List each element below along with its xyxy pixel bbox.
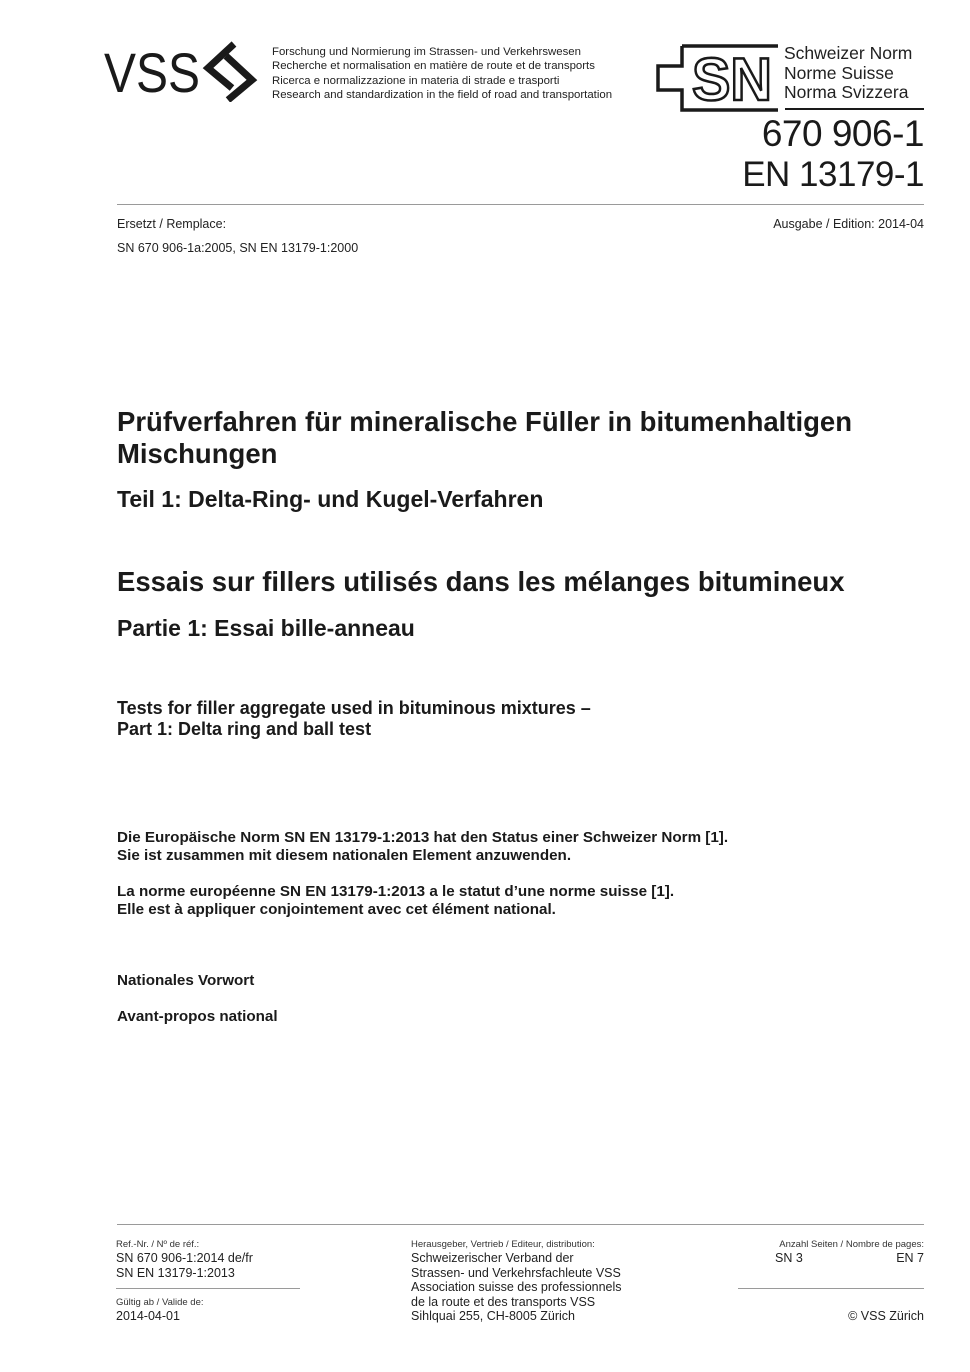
vss-line-it: Ricerca e normalizzazione in materia di strade e trasporti: [272, 74, 560, 87]
replaces-value: SN 670 906-1a:2005, SN EN 13179-1:2000: [117, 241, 359, 255]
sn-logo-mark: SN: [692, 46, 772, 113]
footer-divider: [117, 1224, 924, 1225]
title-english-line1: Tests for filler aggregate used in bituminous mixtures –: [117, 698, 591, 718]
status-fr-line2: Elle est à appliquer conjointement avec cet élément national.: [117, 901, 556, 918]
publisher-label: Herausgeber, Vertrieb / Editeur, distribution:: [411, 1239, 595, 1250]
sn-line-fr: Norme Suisse: [784, 62, 894, 83]
sn-line-it: Norma Svizzera: [784, 82, 909, 102]
foreword-heading-french: Avant-propos national: [117, 1008, 278, 1025]
standard-number: 670 906-1: [761, 113, 924, 154]
subtitle-german: Teil 1: Delta-Ring- und Kugel-Verfahren: [117, 486, 544, 512]
status-statement-french: [117, 883, 674, 919]
valid-from-date: 2014-04-01: [116, 1309, 180, 1323]
title-english: [117, 698, 591, 740]
subtitle-french: Partie 1: Essai bille-anneau: [117, 615, 415, 641]
valid-from-label: Gültig ab / Valide de:: [116, 1297, 204, 1308]
status-fr-line1: La norme européenne SN EN 13179-1:2013 a le statut d’une norme suisse [1].: [117, 883, 675, 900]
vss-logo: [104, 40, 266, 102]
vss-logo-wordmark: VSS: [104, 41, 200, 102]
page-count-sn: SN 3: [775, 1251, 803, 1265]
sn-logo: [656, 44, 780, 114]
publisher-line: Association suisse des professionnels: [411, 1280, 622, 1295]
vss-organisation-lines: [272, 45, 612, 103]
vss-line-en: Research and standardization in the field of road and transportation: [272, 89, 613, 102]
publisher-line: Schweizerischer Verband der: [411, 1251, 574, 1265]
status-de-line1: Die Europäische Norm SN EN 13179-1:2013 hat den Status einer Schweizer Norm [1].: [117, 829, 729, 846]
reference-line2: SN EN 13179-1:2013: [116, 1265, 235, 1280]
header-divider: [117, 204, 924, 205]
copyright: © VSS Zürich: [848, 1309, 924, 1323]
reference-divider: [116, 1288, 300, 1289]
title-german: Prüfverfahren für mineralische Füller in bitumenhaltigen Mischungen: [117, 406, 853, 469]
reference-label: Ref.-Nr. / Nº de réf.:: [116, 1239, 200, 1250]
sn-logo-rule: [785, 108, 924, 110]
title-french: Essais sur fillers utilisés dans les mélanges bitumineux: [117, 566, 845, 597]
reference-values: [116, 1251, 253, 1280]
replaces-label: Ersetzt / Remplace:: [117, 217, 227, 231]
page-count-en: EN 7: [896, 1251, 924, 1265]
status-statement-german: [117, 829, 728, 865]
reference-line1: SN 670 906-1:2014 de/fr: [116, 1251, 253, 1265]
sn-norm-lines: [784, 44, 912, 103]
edition-date: Ausgabe / Edition: 2014-04: [773, 217, 924, 231]
publisher-line: Strassen- und Verkehrsfachleute VSS: [411, 1265, 621, 1280]
vss-line-de: Forschung und Normierung im Strassen- und Verkehrswesen: [272, 46, 581, 58]
publisher-address: [411, 1251, 622, 1324]
sn-line-de: Schweizer Norm: [784, 43, 913, 63]
title-english-line2: Part 1: Delta ring and ball test: [117, 719, 372, 739]
publisher-line: de la route et des transports VSS: [411, 1294, 596, 1309]
publisher-line: Sihlquai 255, CH-8005 Zürich: [411, 1309, 575, 1324]
page-count-divider: [738, 1288, 924, 1289]
page-count-label: Anzahl Seiten / Nombre de pages:: [779, 1239, 924, 1250]
status-de-line2: Sie ist zusammen mit diesem nationalen Element anzuwenden.: [117, 847, 572, 864]
vss-line-fr: Recherche et normalisation en matière de route et de transports: [272, 60, 595, 73]
en-standard-number: EN 13179-1: [742, 155, 924, 194]
foreword-heading-german: Nationales Vorwort: [117, 972, 255, 989]
